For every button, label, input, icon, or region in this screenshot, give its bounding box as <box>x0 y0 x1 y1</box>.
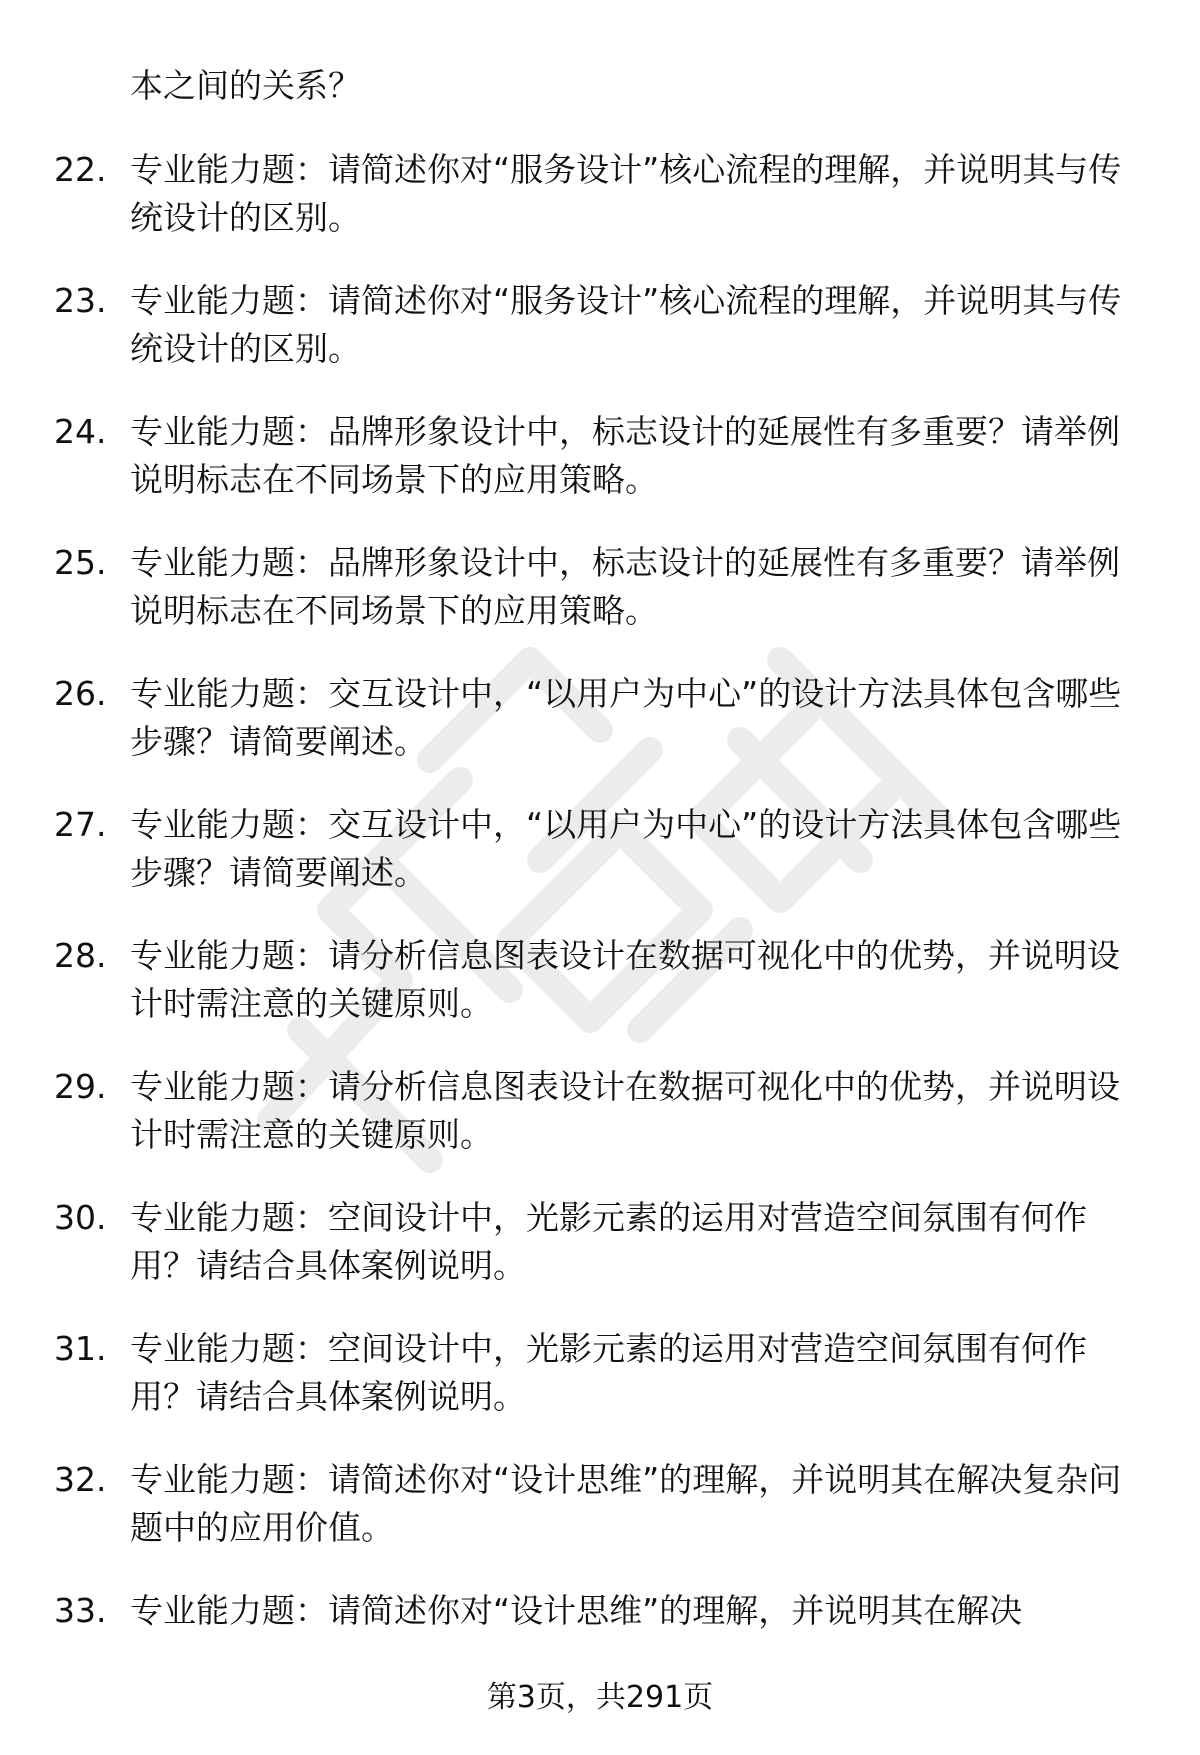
list-item <box>0 1194 1200 1325</box>
list-item <box>0 1325 1200 1456</box>
question-text: 专业能力题：请简述你对“设计思维”的理解，并说明其在解决 <box>130 1591 1023 1630</box>
list-item <box>0 1456 1200 1587</box>
question-number: 26. <box>54 674 107 713</box>
question-number: 29. <box>54 1067 107 1106</box>
question-number: 30. <box>54 1198 107 1237</box>
question-text: 专业能力题：请简述你对“服务设计”核心流程的理解，并说明其与传统设计的区别。 <box>130 281 1122 368</box>
question-number: 32. <box>54 1460 107 1499</box>
list-item <box>0 932 1200 1063</box>
question-text: 专业能力题：品牌形象设计中，标志设计的延展性有多重要？请举例说明标志在不同场景下的应用策略。 <box>130 412 1120 499</box>
list-item <box>0 277 1200 408</box>
list-item <box>0 801 1200 932</box>
continuation-text: 本之间的关系？ <box>130 66 361 105</box>
question-number: 31. <box>54 1329 107 1368</box>
page-footer: 第3页，共291页 <box>486 1680 714 1715</box>
question-text: 专业能力题：交互设计中，“以用户为中心”的设计方法具体包含哪些步骤？请简要阐述。 <box>130 674 1122 761</box>
question-text: 专业能力题：交互设计中，“以用户为中心”的设计方法具体包含哪些步骤？请简要阐述。 <box>130 805 1122 892</box>
question-text: 专业能力题：请分析信息图表设计在数据可视化中的优势，并说明设计时需注意的关键原则。 <box>130 1067 1120 1154</box>
question-list <box>0 146 1200 1718</box>
question-text: 专业能力题：空间设计中，光影元素的运用对营造空间氛围有何作用？请结合具体案例说明。 <box>130 1198 1087 1285</box>
question-text: 专业能力题：请简述你对“设计思维”的理解，并说明其在解决复杂问题中的应用价值。 <box>130 1460 1122 1547</box>
question-number: 27. <box>54 805 107 844</box>
question-text: 专业能力题：请简述你对“服务设计”核心流程的理解，并说明其与传统设计的区别。 <box>130 150 1122 237</box>
question-number: 24. <box>54 412 107 451</box>
question-number: 28. <box>54 936 107 975</box>
question-text: 专业能力题：空间设计中，光影元素的运用对营造空间氛围有何作用？请结合具体案例说明。 <box>130 1329 1087 1416</box>
list-item <box>0 539 1200 670</box>
question-text: 专业能力题：请分析信息图表设计在数据可视化中的优势，并说明设计时需注意的关键原则。 <box>130 936 1120 1023</box>
list-item <box>0 670 1200 801</box>
question-number: 23. <box>54 281 107 320</box>
question-number: 22. <box>54 150 107 189</box>
question-number: 33. <box>54 1591 107 1630</box>
list-item <box>0 408 1200 539</box>
question-number: 25. <box>54 543 107 582</box>
question-text: 专业能力题：品牌形象设计中，标志设计的延展性有多重要？请举例说明标志在不同场景下的应用策略。 <box>130 543 1120 630</box>
list-item <box>0 1063 1200 1194</box>
list-item <box>0 146 1200 277</box>
